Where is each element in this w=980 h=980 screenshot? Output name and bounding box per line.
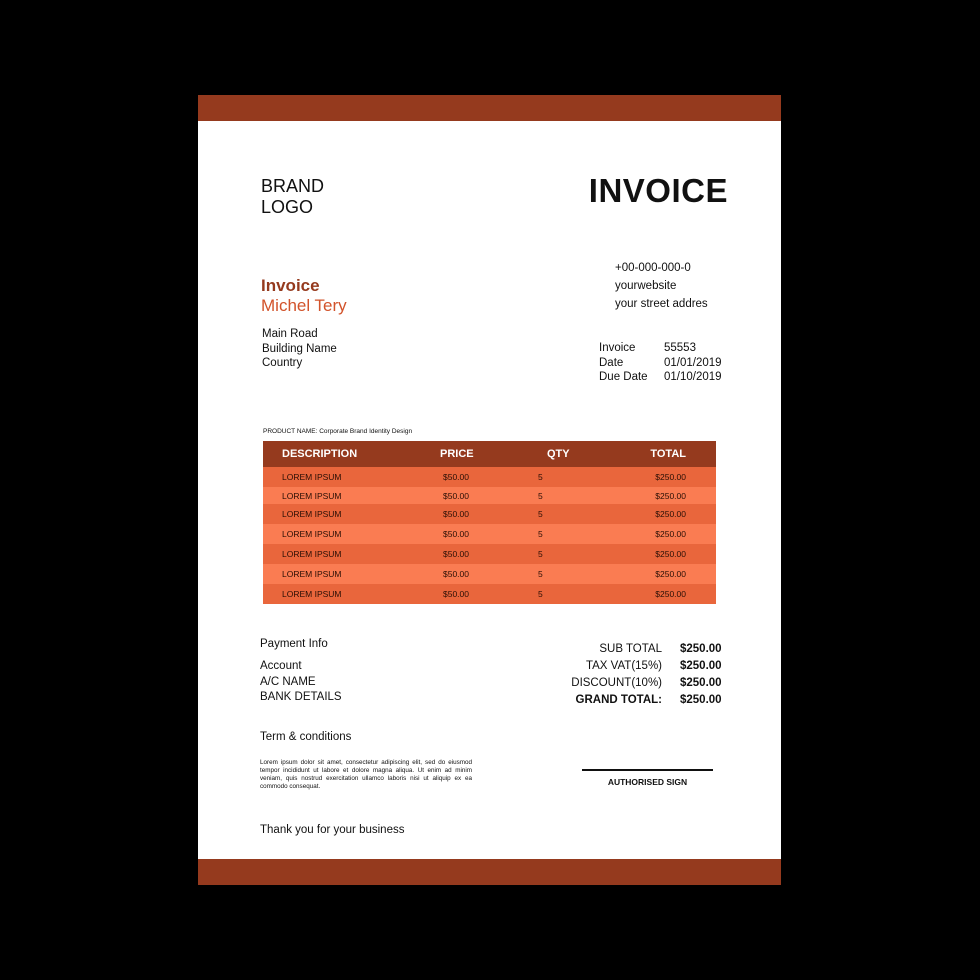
row-qty: 5 <box>538 490 543 501</box>
thank-you-note: Thank you for your business <box>260 824 405 836</box>
row-qty: 5 <box>538 472 543 482</box>
header-description: DESCRIPTION <box>282 448 358 460</box>
discount-value: $250.00 <box>680 677 722 689</box>
invoice-page <box>198 95 781 885</box>
client-name: Michel Tery <box>261 296 347 315</box>
brand-logo-line2: LOGO <box>261 197 314 217</box>
header-total: TOTAL <box>650 448 686 460</box>
payment-line-account: Account <box>260 660 302 672</box>
row-total: $250.00 <box>655 509 686 519</box>
row-price: $50.00 <box>443 569 469 579</box>
row-total: $250.00 <box>655 529 686 539</box>
table-row <box>263 487 716 504</box>
table-row <box>263 584 716 604</box>
row-description: LOREM IPSUM <box>282 549 342 559</box>
row-price: $50.00 <box>443 529 469 539</box>
top-color-band <box>198 95 781 121</box>
invoice-meta <box>599 341 722 385</box>
subtotal-value: $250.00 <box>680 643 722 655</box>
row-total: $250.00 <box>655 490 686 501</box>
bill-to-label: Invoice <box>261 276 320 295</box>
row-price: $50.00 <box>443 490 469 501</box>
meta-row-due-date <box>599 370 722 385</box>
authorised-sign-label: AUTHORISED SIGN <box>607 777 688 787</box>
subtotal-label: SUB TOTAL <box>599 643 662 655</box>
table-row <box>263 544 716 564</box>
meta-label: Invoice <box>599 342 636 354</box>
address-line: Building Name <box>262 342 337 355</box>
meta-value: 01/10/2019 <box>664 371 722 383</box>
table-row <box>263 504 716 524</box>
row-qty: 5 <box>538 529 543 539</box>
contact-address: your street addres <box>615 298 708 310</box>
meta-row-date <box>599 356 722 371</box>
terms-text: Lorem ipsum dolor sit amet, consectetur adipiscing elit, sed do eiusmod tempor incididunt ut labore et dolore magna aliqua. Ut enim ad minim veniam, quis nostrud exercitation ullamco laboris nisi ut aliquip ex ea commodo consequat. <box>260 759 472 790</box>
row-description: LOREM IPSUM <box>282 589 342 599</box>
row-qty: 5 <box>538 569 543 579</box>
invoice-title: INVOICE <box>588 172 728 209</box>
header-price: PRICE <box>440 448 474 460</box>
row-total: $250.00 <box>655 549 686 559</box>
row-price: $50.00 <box>443 509 469 519</box>
meta-label: Date <box>599 356 624 369</box>
grand-total-label: GRAND TOTAL: <box>575 694 662 706</box>
meta-value: 55553 <box>664 342 696 354</box>
header-qty: QTY <box>547 448 570 460</box>
row-total: $250.00 <box>655 472 686 482</box>
row-qty: 5 <box>538 509 543 519</box>
totals-labels <box>571 641 662 709</box>
meta-value: 01/01/2019 <box>664 356 722 369</box>
row-price: $50.00 <box>443 549 469 559</box>
payment-info <box>260 659 342 706</box>
tax-value: $250.00 <box>680 660 722 672</box>
row-description: LOREM IPSUM <box>282 490 342 501</box>
payment-line-ac-name: A/C NAME <box>260 675 316 688</box>
discount-label: DISCOUNT(10%) <box>571 677 662 689</box>
product-name: PRODUCT NAME: Corporate Brand Identity Design <box>263 428 413 435</box>
payment-info-title: Payment Info <box>260 638 328 650</box>
table-row <box>263 467 716 487</box>
row-description: LOREM IPSUM <box>282 529 342 539</box>
tax-label: TAX VAT(15%) <box>585 660 662 672</box>
payment-line-bank-details: BANK DETAILS <box>260 691 342 703</box>
contact-phone: +00-000-000-0 <box>615 262 691 274</box>
address-line: Country <box>262 357 303 369</box>
row-total: $250.00 <box>655 569 686 579</box>
signature-line <box>582 769 713 771</box>
row-qty: 5 <box>538 549 543 559</box>
row-description: LOREM IPSUM <box>282 472 342 482</box>
meta-row-invoice <box>599 341 722 356</box>
client-address <box>262 327 337 371</box>
brand-logo-line1: BRAND <box>261 176 325 196</box>
items-table <box>263 441 716 604</box>
table-row <box>263 524 716 544</box>
row-description: LOREM IPSUM <box>282 569 342 579</box>
brand-logo <box>261 176 324 218</box>
row-description: LOREM IPSUM <box>282 509 342 519</box>
contact-website: yourwebsite <box>615 280 677 292</box>
row-total: $250.00 <box>655 589 686 599</box>
address-line: Main Road <box>262 328 318 340</box>
row-qty: 5 <box>538 589 543 599</box>
grand-total-value: $250.00 <box>680 694 722 706</box>
contact-info <box>615 259 708 313</box>
row-price: $50.00 <box>443 589 469 599</box>
terms-title: Term & conditions <box>260 731 352 743</box>
row-price: $50.00 <box>443 472 469 482</box>
bottom-color-band <box>198 859 781 885</box>
items-table-header <box>263 441 716 467</box>
meta-label: Due Date <box>599 371 648 383</box>
table-row <box>263 564 716 584</box>
totals-values <box>680 641 722 709</box>
